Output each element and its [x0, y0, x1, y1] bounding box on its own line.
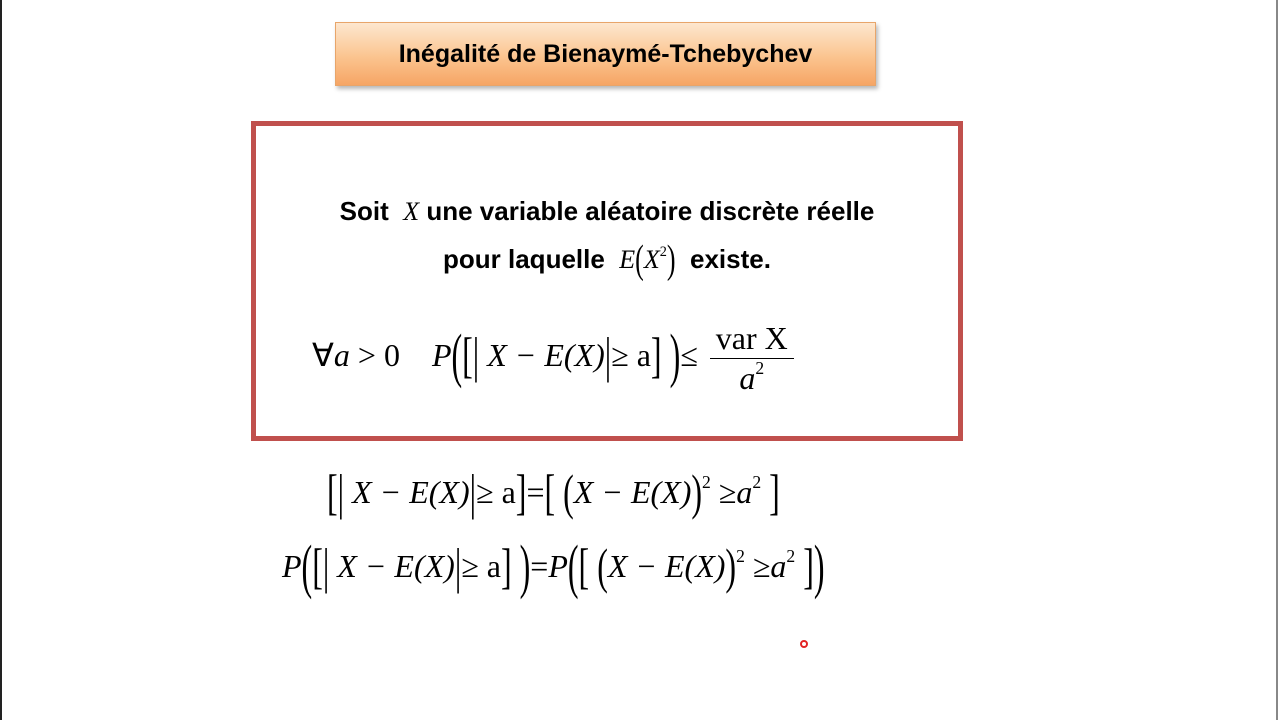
bracket-open: [ — [462, 326, 473, 383]
abs-bar: | — [454, 537, 462, 594]
exponent-2: 2 — [786, 546, 796, 567]
bracket-close: ] — [769, 463, 780, 520]
abs-bar: | — [469, 463, 477, 520]
paren-open: ( — [563, 463, 574, 520]
pour-laquelle-text: pour laquelle — [443, 244, 605, 274]
squared-inner: X − E(X) — [607, 548, 726, 584]
abs-bar: | — [604, 326, 612, 383]
bracket-close: ] — [500, 537, 512, 594]
fraction-numerator: var X — [710, 320, 794, 359]
bracket-open: [ — [312, 537, 323, 594]
paren-open: ( — [451, 320, 463, 389]
bracket-close: ] — [515, 463, 527, 520]
paren-close: ) — [725, 537, 737, 594]
exponent-2: 2 — [702, 472, 711, 493]
paren-close: ) — [813, 531, 825, 600]
abs-inner: X − E(X) — [337, 548, 455, 584]
paren-open: ( — [597, 537, 608, 594]
right-frame-border — [1276, 0, 1278, 720]
ge-a: ≥ a — [476, 474, 516, 510]
paren-close: ) — [691, 463, 702, 520]
var-a: a — [333, 336, 350, 373]
ge-a: ≥ a — [461, 548, 501, 584]
abs-inner: X − E(X) — [487, 336, 605, 373]
var-a: a — [736, 474, 753, 510]
paren-close: ) — [666, 236, 676, 282]
theorem-line-1 — [256, 196, 958, 227]
equation-events — [327, 463, 780, 520]
var-a: a — [770, 548, 787, 584]
fraction-denominator — [710, 359, 794, 397]
equals-sign: = — [526, 474, 545, 510]
equation-probabilities — [282, 531, 825, 600]
condition-positive: > 0 — [357, 336, 400, 373]
var-x: X — [403, 197, 420, 226]
exponent-2: 2 — [752, 472, 762, 493]
den-base: a — [739, 360, 756, 396]
ge-a: ≥ a — [611, 336, 651, 373]
left-frame-border — [0, 0, 2, 720]
soit-text: Soit — [339, 196, 389, 226]
fraction — [710, 320, 794, 397]
paren-open: ( — [567, 531, 579, 600]
bracket-close: ] — [650, 326, 662, 383]
existe-text: existe. — [690, 244, 771, 274]
variable-description: une variable aléatoire discrète réelle — [426, 196, 875, 226]
paren-open: ( — [301, 531, 313, 600]
abs-inner: X − E(X) — [352, 474, 470, 510]
bracket-open: [ — [327, 463, 338, 520]
paren-close: ) — [519, 531, 531, 600]
bracket-open: [ — [578, 537, 590, 594]
bracket-close: ] — [803, 537, 814, 594]
theorem-box — [251, 121, 963, 441]
paren-open: ( — [635, 236, 644, 282]
squared-inner: X − E(X) — [573, 474, 692, 510]
abs-bar: | — [472, 326, 480, 383]
ge-symbol: ≥ — [718, 474, 737, 510]
red-dot-pointer-icon — [800, 640, 808, 648]
chebyshev-inequality — [312, 320, 794, 397]
paren-close: ) — [669, 320, 681, 389]
abs-bar: | — [322, 537, 330, 594]
bracket-open: [ — [544, 463, 556, 520]
prob-p: P — [431, 336, 452, 373]
exponent-2: 2 — [659, 243, 667, 260]
le-symbol: ≤ — [680, 336, 698, 373]
ge-symbol: ≥ — [752, 548, 771, 584]
var-x-squared: X — [643, 245, 660, 274]
slide-title-text: Inégalité de Bienaymé-Tchebychev — [398, 39, 813, 68]
exponent-2: 2 — [736, 546, 745, 567]
equals-sign: = — [530, 548, 549, 584]
slide-title — [335, 22, 876, 86]
prob-p: P — [548, 548, 568, 584]
theorem-line-2 — [256, 236, 958, 282]
forall-symbol: ∀ — [312, 336, 334, 373]
prob-p: P — [282, 548, 302, 584]
abs-bar: | — [337, 463, 345, 520]
expectation-e: E — [619, 245, 636, 274]
den-exponent: 2 — [755, 358, 765, 379]
